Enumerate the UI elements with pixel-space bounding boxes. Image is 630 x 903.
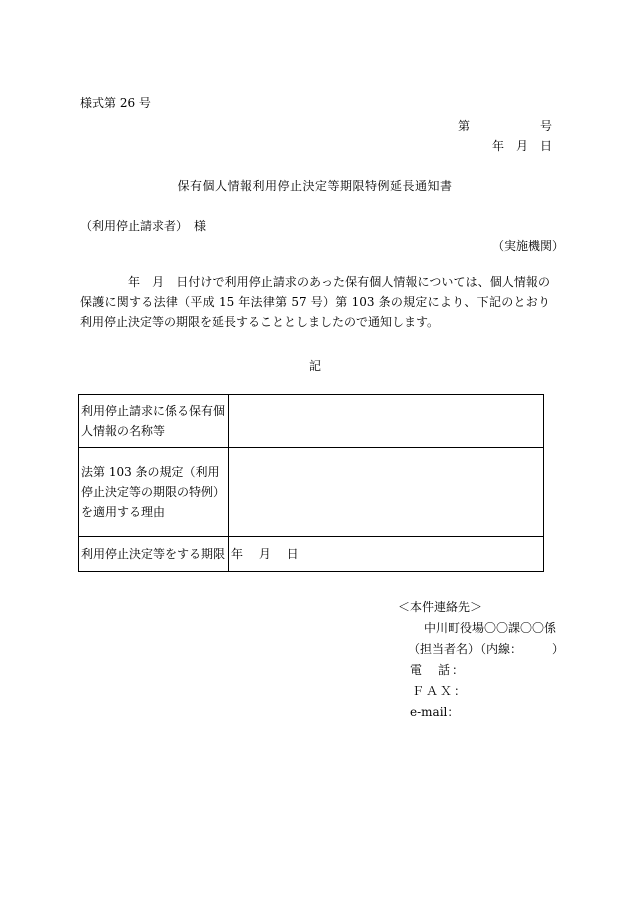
table-cell-label: 利用停止請求に係る保有個人情報の名称等 — [79, 395, 229, 448]
table-cell-value — [229, 395, 544, 448]
table-cell-value: 年 月 日 — [229, 537, 544, 572]
addressee: （利用停止請求者） 様 — [80, 219, 207, 233]
ki-heading: 記 — [308, 359, 321, 373]
document-number-suffix: 号 — [540, 119, 553, 133]
contact-email: e-mail： — [410, 705, 460, 719]
contact-heading: ＜本件連絡先＞ — [398, 600, 483, 614]
table-row — [79, 448, 544, 537]
table-row — [79, 537, 544, 572]
issue-date-year: 年 — [492, 139, 505, 153]
issue-date-month: 月 — [516, 139, 529, 153]
form-number: 様式第 26 号 — [80, 96, 151, 110]
details-table — [78, 394, 544, 572]
contact-phone: 電 話： — [410, 663, 467, 677]
table-row — [79, 395, 544, 448]
contact-block — [398, 597, 564, 723]
document-title: 保有個人情報利用停止決定等期限特例延長通知書 — [177, 179, 453, 193]
issuing-agency: （実施機関） — [492, 239, 565, 253]
contact-office: 中川町役場〇〇課〇〇係 — [424, 621, 557, 635]
issue-date-day: 日 — [540, 139, 553, 153]
table-cell-label: 利用停止決定等をする期限 — [79, 537, 229, 572]
contact-person: （担当者名）（内線： ） — [408, 642, 565, 656]
notice-body: 年 月 日付けで利用停止請求のあった保有個人情報については、個人情報の保護に関する法律（平成 15 年法律第 57 号）第 103 条の規定により、下記のとおり利用停止決定等の期限を延長することとしましたので通知します。 — [80, 275, 550, 329]
table-cell-value — [229, 448, 544, 537]
document-number-prefix: 第 — [458, 119, 471, 133]
issue-date — [492, 138, 552, 154]
table-cell-label: 法第 103 条の規定（利用停止決定等の期限の特例）を適用する理由 — [79, 448, 229, 537]
contact-fax: ＦＡＸ： — [412, 684, 469, 698]
